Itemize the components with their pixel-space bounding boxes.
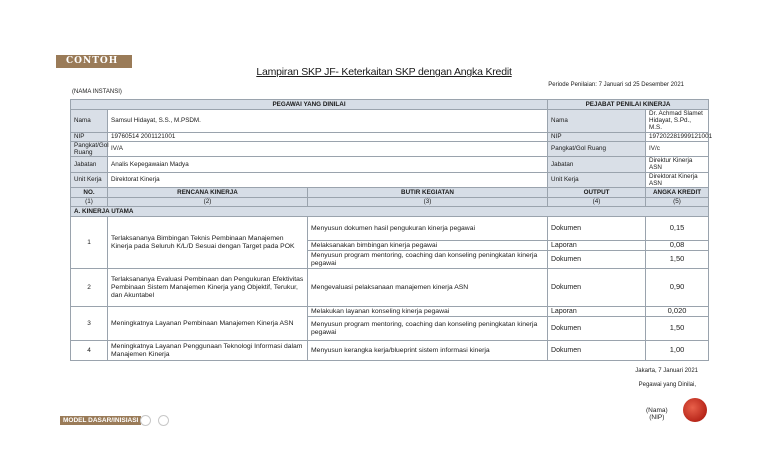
pegawai-label: Jabatan xyxy=(71,157,108,172)
output-cell: Dokumen xyxy=(548,217,646,241)
column-header: BUTIR KEGIATAN xyxy=(308,188,548,198)
pegawai-value: 19760514 2001121001 xyxy=(108,132,548,141)
angka-kredit: 0,90 xyxy=(646,269,709,307)
butir-kegiatan: Melakukan layanan konseling kinerja pegawai xyxy=(308,307,548,317)
sign-name-block xyxy=(646,407,668,421)
row-number: 3 xyxy=(71,307,108,341)
pejabat-value: Direktur Kinerja ASN xyxy=(646,157,709,172)
pejabat-value: 197202281999121001 xyxy=(646,132,709,141)
contoh-badge: CONTOH xyxy=(56,55,132,68)
column-header: RENCANA KINERJA xyxy=(108,188,308,198)
pejabat-header: PEJABAT PENILAI KINERJA xyxy=(548,100,709,110)
output-cell: Dokumen xyxy=(548,269,646,307)
angka-kredit: 1,50 xyxy=(646,317,709,341)
output-cell: Laporan xyxy=(548,307,646,317)
sign-role: Pegawai yang Dinilai, xyxy=(638,382,696,388)
butir-kegiatan: Melaksanakan bimbingan kinerja pegawai xyxy=(308,241,548,251)
column-number: (1) xyxy=(71,198,108,207)
seal-icon xyxy=(683,398,707,422)
sign-name: (Nama) xyxy=(646,407,668,414)
column-number-row xyxy=(71,198,709,207)
row-number: 1 xyxy=(71,217,108,269)
angka-kredit: 0,08 xyxy=(646,241,709,251)
footer-model-label: MODEL DASAR/INISIASI xyxy=(60,416,141,425)
column-number: (3) xyxy=(308,198,548,207)
column-header: ANGKA KREDIT xyxy=(646,188,709,198)
output-cell: Dokumen xyxy=(548,317,646,341)
pegawai-label: NIP xyxy=(71,132,108,141)
skp-table xyxy=(70,99,713,361)
page-title: Lampiran SKP JF- Keterkaitan SKP dengan Angka Kredit xyxy=(256,66,512,78)
pegawai-value: Analis Kepegawaian Madya xyxy=(108,157,548,172)
column-number: (2) xyxy=(108,198,308,207)
table-row xyxy=(71,341,709,361)
pegawai-label: Pangkat/Gol Ruang xyxy=(71,141,108,156)
sign-nip: (NIP) xyxy=(649,414,665,421)
pejabat-label: NIP xyxy=(548,132,646,141)
pejabat-label: Pangkat/Gol Ruang xyxy=(548,141,646,156)
output-cell: Laporan xyxy=(548,241,646,251)
column-header: OUTPUT xyxy=(548,188,646,198)
pejabat-value: Dr. Achmad Slamet Hidayat, S.Pd., M.S. xyxy=(646,110,709,133)
rencana-kinerja: Meningkatnya Layanan Pembinaan Manajemen Kinerja ASN xyxy=(108,307,308,341)
sign-place-date: Jakarta, 7 Januari 2021 xyxy=(635,368,698,374)
info-row xyxy=(71,132,709,141)
row-number: 2 xyxy=(71,269,108,307)
table-row xyxy=(71,269,709,307)
rencana-kinerja: Terlaksananya Bimbingan Teknis Pembinaan Manajemen Kinerja pada Seluruh K/L/D Sesuai dengan Target pada POK xyxy=(108,217,308,269)
column-number: (4) xyxy=(548,198,646,207)
info-row xyxy=(71,172,709,187)
angka-kredit: 0,15 xyxy=(646,217,709,241)
butir-kegiatan: Menyusun program mentoring, coaching dan konseling peningkatan kinerja pegawai xyxy=(308,251,548,269)
pegawai-value: Direktorat Kinerja xyxy=(108,172,548,187)
rencana-kinerja: Terlaksananya Evaluasi Pembinaan dan Pengukuran Efektivitas Pembinaan Sistem Manajemen Kinerja yang Objektif, Terukur, dan Akuntabel xyxy=(108,269,308,307)
pegawai-value: Samsul Hidayat, S.S., M.PSDM. xyxy=(108,110,548,133)
butir-kegiatan: Menyusun dokumen hasil pengukuran kinerja pegawai xyxy=(308,217,548,241)
pegawai-label: Nama xyxy=(71,110,108,133)
info-row xyxy=(71,157,709,172)
instansi-text: (NAMA INSTANSI) xyxy=(72,89,122,95)
info-row xyxy=(71,141,709,156)
butir-kegiatan: Menyusun program mentoring, coaching dan konseling peningkatan kinerja pegawai xyxy=(308,317,548,341)
pegawai-label: Unit Kerja xyxy=(71,172,108,187)
output-cell: Dokumen xyxy=(548,251,646,269)
angka-kredit: 1,50 xyxy=(646,251,709,269)
rencana-kinerja: Meningkatnya Layanan Penggunaan Teknologi Informasi dalam Manajemen Kinerja xyxy=(108,341,308,361)
pejabat-label: Unit Kerja xyxy=(548,172,646,187)
angka-kredit: 1,00 xyxy=(646,341,709,361)
pejabat-label: Jabatan xyxy=(548,157,646,172)
row-number: 4 xyxy=(71,341,108,361)
section-row xyxy=(71,207,709,217)
column-header-row xyxy=(71,188,709,198)
party-header-row xyxy=(71,100,709,110)
nav-prev-icon[interactable] xyxy=(140,415,151,426)
section-title: A. KINERJA UTAMA xyxy=(71,207,709,217)
angka-kredit: 0,020 xyxy=(646,307,709,317)
column-header: NO. xyxy=(71,188,108,198)
column-number: (5) xyxy=(646,198,709,207)
pegawai-value: IV/A xyxy=(108,141,548,156)
pejabat-label: Nama xyxy=(548,110,646,133)
butir-kegiatan: Mengevaluasi pelaksanaan manajemen kinerja ASN xyxy=(308,269,548,307)
period-text: Periode Penilaian: 7 Januari sd 25 Desember 2021 xyxy=(548,82,684,88)
pejabat-value: Direktorat Kinerja ASN xyxy=(646,172,709,187)
butir-kegiatan: Menyusun kerangka kerja/blueprint sistem informasi kinerja xyxy=(308,341,548,361)
table-row xyxy=(71,307,709,317)
output-cell: Dokumen xyxy=(548,341,646,361)
pegawai-header: PEGAWAI YANG DINILAI xyxy=(71,100,548,110)
info-row xyxy=(71,110,709,133)
pejabat-value: IV/c xyxy=(646,141,709,156)
nav-next-icon[interactable] xyxy=(158,415,169,426)
table-row xyxy=(71,217,709,241)
